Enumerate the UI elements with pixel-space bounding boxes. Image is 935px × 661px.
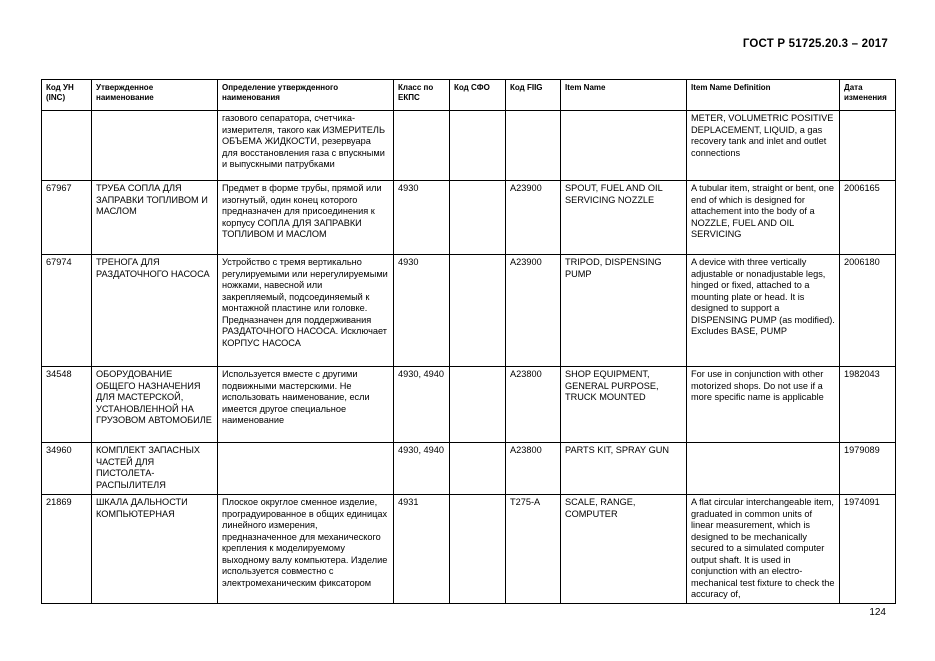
cell-item-name (561, 111, 687, 181)
cell-name: ШКАЛА ДАЛЬНОСТИ КОМПЬЮТЕРНАЯ (92, 495, 218, 604)
cell-item-name: SCALE, RANGE, COMPUTER (561, 495, 687, 604)
cell-item-name: PARTS KIT, SPRAY GUN (561, 443, 687, 495)
cell-code: 34548 (42, 367, 92, 443)
cell-fiig: A23800 (506, 367, 561, 443)
header-definition: Определение утвержденного наименования (218, 80, 394, 111)
cell-item-definition: A device with three vertically adjustable or nonadjustable legs, hinged or fixed, attached to a mounting plate or head. It is designed to support a DISPENSING PUMP (as modified). Excludes BASE, PUMP (687, 255, 840, 367)
cell-class: 4930 (394, 255, 450, 367)
cell-sfo (450, 181, 506, 255)
cell-date: 1982043 (840, 367, 896, 443)
cell-fiig: A23900 (506, 181, 561, 255)
cell-name: ТРУБА СОПЛА ДЛЯ ЗАПРАВКИ ТОПЛИВОМ И МАСЛОМ (92, 181, 218, 255)
cell-item-definition: METER, VOLUMETRIC POSITIVE DEPLACEMENT, LIQUID, a gas recovery tank and inlet and outlet connections (687, 111, 840, 181)
table-row (42, 111, 896, 181)
table-header-row (42, 80, 896, 111)
cell-class: 4930, 4940 (394, 443, 450, 495)
cell-sfo (450, 495, 506, 604)
cell-fiig: A23900 (506, 255, 561, 367)
cell-code: 67974 (42, 255, 92, 367)
page-number: 124 (869, 607, 886, 618)
table-row (42, 443, 896, 495)
cell-definition: Устройство с тремя вертикально регулируемыми или нерегулируемыми ножками, навесной или закрепляемый, подсоединяемый к монтажной пластине или головке. Предназначен для поддерживания РАЗДАТОЧНОГО НАСОСА. Исключает КОРПУС НАСОСА (218, 255, 394, 367)
cell-name: ОБОРУДОВАНИЕ ОБЩЕГО НАЗНАЧЕНИЯ ДЛЯ МАСТЕРСКОЙ, УСТАНОВЛЕННОЙ НА ГРУЗОВОМ АВТОМОБИЛЕ (92, 367, 218, 443)
cell-definition (218, 443, 394, 495)
cell-definition: Плоское округлое сменное изделие, проградуированное в общих единицах линейного измерения, предназначенное для механического крепления к моделируемому выходному валу компьютера. Изделие используется совместно с электромеханическим фиксатором (218, 495, 394, 604)
cell-item-name: SHOP EQUIPMENT, GENERAL PURPOSE, TRUCK MOUNTED (561, 367, 687, 443)
cell-name: ТРЕНОГА ДЛЯ РАЗДАТОЧНОГО НАСОСА (92, 255, 218, 367)
cell-fiig (506, 111, 561, 181)
header-date: Дата изменения (840, 80, 896, 111)
cell-sfo (450, 367, 506, 443)
cell-date: 2006165 (840, 181, 896, 255)
cell-name: КОМПЛЕКТ ЗАПАСНЫХ ЧАСТЕЙ ДЛЯ ПИСТОЛЕТА-РАСПЫЛИТЕЛЯ (92, 443, 218, 495)
cell-item-definition: A flat circular interchangeable item, graduated in common units of linear measurement, which is designed to be mechanically secured to a simulated computer output shaft. It is used in conjunction with an electro-mechanical test fixture to check the accuracy of, (687, 495, 840, 604)
header-approved-name: Утвержденное наименование (92, 80, 218, 111)
cell-item-definition: A tubular item, straight or bent, one end of which is designed for attachement into the body of a NOZZLE, FUEL AND OIL SERVICING (687, 181, 840, 255)
cell-item-definition (687, 443, 840, 495)
cell-code: 67967 (42, 181, 92, 255)
cell-name (92, 111, 218, 181)
cell-definition: Используется вместе с другими подвижными мастерскими. Не использовать наименование, если имеется другое специальное наименование (218, 367, 394, 443)
cell-date: 2006180 (840, 255, 896, 367)
cell-fiig: A23800 (506, 443, 561, 495)
table-row (42, 181, 896, 255)
header-item-name: Item Name (561, 80, 687, 111)
header-fiig: Код FIIG (506, 80, 561, 111)
cell-sfo (450, 111, 506, 181)
cell-definition: Предмет в форме трубы, прямой или изогнутый, один конец которого предназначен для присоединения к корпусу СОПЛА ДЛЯ ЗАПРАВКИ ТОПЛИВОМ И МАСЛОМ (218, 181, 394, 255)
cell-sfo (450, 443, 506, 495)
cell-date: 1974091 (840, 495, 896, 604)
cell-code (42, 111, 92, 181)
header-code: Код УН (INC) (42, 80, 92, 111)
cell-class: 4930, 4940 (394, 367, 450, 443)
table-row (42, 495, 896, 604)
cell-class (394, 111, 450, 181)
header-sfo: Код СФО (450, 80, 506, 111)
cell-fiig: T275-A (506, 495, 561, 604)
header-item-definition: Item Name Definition (687, 80, 840, 111)
cell-sfo (450, 255, 506, 367)
cell-class: 4930 (394, 181, 450, 255)
cell-item-name: TRIPOD, DISPENSING PUMP (561, 255, 687, 367)
cell-code: 34960 (42, 443, 92, 495)
table-row (42, 255, 896, 367)
cell-item-name: SPOUT, FUEL AND OIL SERVICING NOZZLE (561, 181, 687, 255)
cell-date (840, 111, 896, 181)
catalog-table (41, 79, 896, 604)
table-row (42, 367, 896, 443)
document-title: ГОСТ Р 51725.20.3 – 2017 (742, 38, 888, 50)
cell-date: 1979089 (840, 443, 896, 495)
cell-class: 4931 (394, 495, 450, 604)
cell-definition: газового сепаратора, счетчика-измерителя, такого как ИЗМЕРИТЕЛЬ ОБЪЕМА ЖИДКОСТИ, резервуара для восстановления газа с впускными и выпускными патрубками (218, 111, 394, 181)
cell-code: 21869 (42, 495, 92, 604)
header-class: Класс по ЕКПС (394, 80, 450, 111)
cell-item-definition: For use in conjunction with other motorized shops. Do not use if a more specific name is applicable (687, 367, 840, 443)
